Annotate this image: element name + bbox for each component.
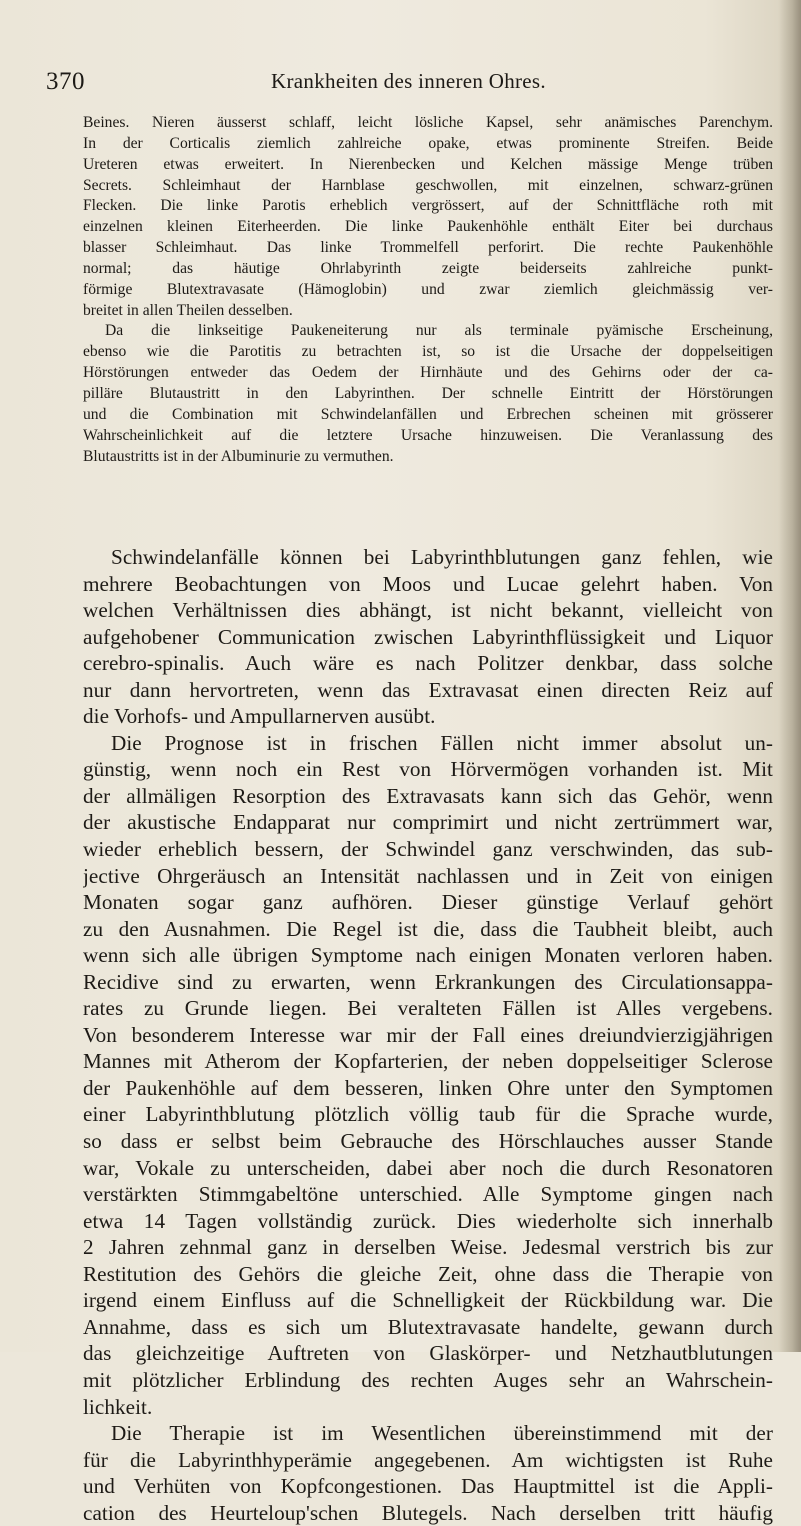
page-header bbox=[46, 68, 771, 98]
text-line: Wahrscheinlichkeit auf die letztere Ursache hinzuweisen. Die Veranlassung des bbox=[83, 426, 773, 444]
text-line: mit plötzlicher Erblindung des rechten Auges sehr an Wahrschein- bbox=[83, 1367, 773, 1392]
text-line: mehrere Beobachtungen von Moos und Lucae gelehrt haben. Von bbox=[83, 571, 773, 596]
text-line: Secrets. Schleimhaut der Harnblase geschwollen, mit einzelnen, schwarz-grünen bbox=[83, 176, 773, 194]
text-line: Recidive sind zu erwarten, wenn Erkrankungen des Circulationsappa- bbox=[83, 969, 773, 994]
text-line: welchen Verhältnissen dies abhängt, ist nicht bekannt, vielleicht von bbox=[83, 598, 773, 623]
text-line: 2 Jahren zehnmal ganz in derselben Weise. Jedesmal verstrich bis zur bbox=[83, 1235, 773, 1260]
case-report-small-print bbox=[83, 113, 773, 467]
text-line: günstig, wenn noch ein Rest von Hörvermögen vorhanden ist. Mit bbox=[83, 757, 773, 782]
text-line: wieder erheblich bessern, der Schwindel ganz verschwinden, das sub- bbox=[83, 837, 773, 862]
text-line: ebenso wie die Parotitis zu betrachten ist, so ist die Ursache der doppelseitigen bbox=[83, 343, 773, 361]
main-body-text bbox=[83, 544, 773, 1526]
text-line: Die Prognose ist in frischen Fällen nicht immer absolut un- bbox=[111, 730, 773, 755]
text-line: Beines. Nieren äusserst schlaff, leicht lösliche Kapsel, sehr anämisches Parenchym. bbox=[83, 114, 773, 131]
text-line: und Verhüten von Kopfcongestionen. Das Hauptmittel ist die Appli- bbox=[83, 1474, 773, 1499]
text-line: etwa 14 Tagen vollständig zurück. Dies wiederholte sich innerhalb bbox=[83, 1208, 773, 1233]
text-line: Hörstörungen entweder das Oedem der Hirnhäute und des Gehirns oder der ca- bbox=[83, 364, 773, 382]
text-line: Annahme, dass es sich um Blutextravasate handelte, gewann durch bbox=[83, 1314, 773, 1339]
page-number: 370 bbox=[46, 68, 85, 95]
text-line: cerebro-spinalis. Auch wäre es nach Politzer denkbar, dass solche bbox=[83, 651, 773, 676]
text-line: war, Vokale zu unterscheiden, dabei aber noch die durch Resonatoren bbox=[83, 1155, 773, 1180]
text-line: förmige Blutextravasate (Hämoglobin) und zwar ziemlich gleichmässig ver- bbox=[83, 280, 773, 298]
text-line: Mannes mit Atherom der Kopfarterien, der neben doppelseitiger Sclerose bbox=[83, 1049, 773, 1074]
text-line: normal; das häutige Ohrlabyrinth zeigte beiderseits zahlreiche punkt- bbox=[83, 259, 773, 277]
text-line: lichkeit. bbox=[83, 1394, 153, 1419]
text-line: Blutaustritts ist in der Albuminurie zu vermuthen. bbox=[83, 447, 394, 465]
text-line: Von besonderem Interesse war mir der Fall eines dreiundvierzigjährigen bbox=[83, 1022, 773, 1047]
text-line: der Paukenhöhle auf dem besseren, linken Ohre unter den Symptomen bbox=[83, 1075, 773, 1100]
text-line: das gleichzeitige Auftreten von Glaskörper- und Netzhautblutungen bbox=[83, 1341, 773, 1366]
text-line: jective Ohrgeräusch an Intensität nachlassen und in Zeit von einigen bbox=[83, 863, 773, 888]
text-line: rates zu Grunde liegen. Bei veralteten Fällen ist Alles vergebens. bbox=[83, 996, 773, 1021]
text-line: die Vorhofs- und Ampullarnerven ausübt. bbox=[83, 704, 436, 729]
running-title: Krankheiten des inneren Ohres. bbox=[271, 69, 546, 93]
text-line: pilläre Blutaustritt in den Labyrinthen. Der schnelle Eintritt der Hörstörungen bbox=[83, 384, 773, 402]
page-edge-shadow bbox=[779, 0, 801, 1352]
text-line: Monaten sogar ganz aufhören. Dieser günstige Verlauf gehört bbox=[83, 890, 773, 915]
text-line: für die Labyrinthhyperämie angegebenen. Am wichtigsten ist Ruhe bbox=[83, 1447, 773, 1472]
text-line: aufgehobener Communication zwischen Labyrinthflüssigkeit und Liquor bbox=[83, 624, 773, 649]
text-line: der allmäligen Resorption des Extravasats kann sich das Gehör, wenn bbox=[83, 783, 773, 808]
text-line: In der Corticalis ziemlich zahlreiche opake, etwas prominente Streifen. Beide bbox=[83, 134, 773, 152]
text-line: Da die linkseitige Paukeneiterung nur als terminale pyämische Erscheinung, bbox=[105, 322, 773, 340]
text-line: Die Therapie ist im Wesentlichen übereinstimmend mit der bbox=[111, 1421, 773, 1446]
text-line: einzelnen kleinen Eiterheerden. Die linke Paukenhöhle enthält Eiter bei durchaus bbox=[83, 218, 773, 236]
text-line: wenn sich alle übrigen Symptome nach einigen Monaten verloren haben. bbox=[83, 943, 773, 968]
text-line: einer Labyrinthblutung plötzlich völlig taub für die Sprache wurde, bbox=[83, 1102, 773, 1127]
text-line: und die Combination mit Schwindelanfällen und Erbrechen scheinen mit grösserer bbox=[83, 405, 773, 423]
text-line: Restitution des Gehörs die gleiche Zeit, ohne dass die Therapie von bbox=[83, 1261, 773, 1286]
text-line: breitet in allen Theilen desselben. bbox=[83, 301, 293, 319]
text-line: nur dann hervortreten, wenn das Extravasat einen directen Reiz auf bbox=[83, 677, 773, 702]
text-line: Schwindelanfälle können bei Labyrinthblutungen ganz fehlen, wie bbox=[111, 545, 773, 569]
text-line: cation des Heurteloup'schen Blutegels. Nach derselben tritt häufig bbox=[83, 1500, 773, 1525]
text-line: irgend einem Einfluss auf die Schnelligkeit der Rückbildung war. Die bbox=[83, 1288, 773, 1313]
text-line: zu den Ausnahmen. Die Regel ist die, dass die Taubheit bleibt, auch bbox=[83, 916, 773, 941]
text-line: verstärkten Stimmgabeltöne unterschied. Alle Symptome gingen nach bbox=[83, 1182, 773, 1207]
text-line: so dass er selbst beim Gebrauche des Hörschlauches ausser Stande bbox=[83, 1129, 773, 1154]
text-line: blasser Schleimhaut. Das linke Trommelfell perforirt. Die rechte Paukenhöhle bbox=[83, 239, 773, 257]
text-line: Flecken. Die linke Parotis erheblich vergrössert, auf der Schnittfläche roth mit bbox=[83, 197, 773, 215]
text-line: Ureteren etwas erweitert. In Nierenbecken und Kelchen mässige Menge trüben bbox=[83, 155, 773, 173]
text-line: der akustische Endapparat nur comprimirt und nicht zertrümmert war, bbox=[83, 810, 773, 835]
